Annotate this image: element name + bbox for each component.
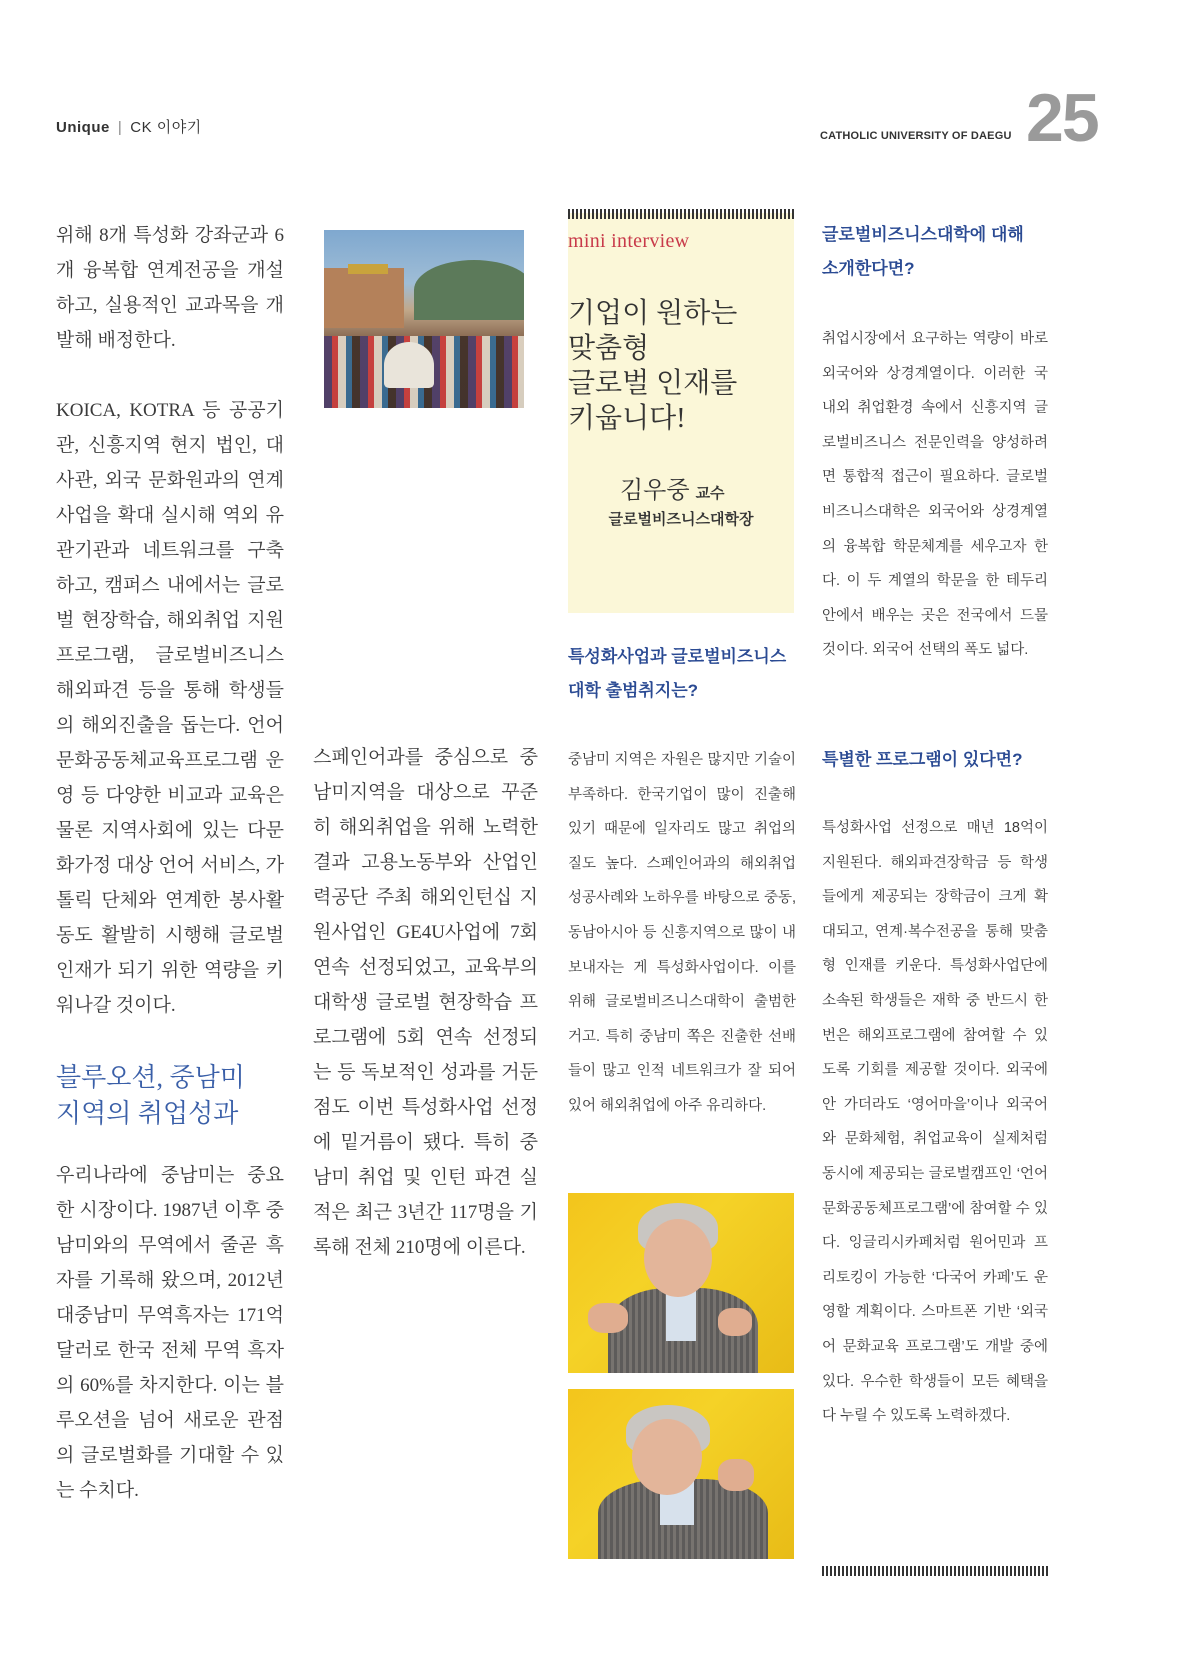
title-line: 키웁니다! (568, 403, 686, 434)
professor-portrait-photo-1 (568, 1193, 794, 1373)
paragraph-text: KOICA, KOTRA 등 공공기관, 신흥지역 현지 법인, 대사관, 외국 문화원과의 연계사업을 확대 실시해 역외 유관기관과 네트워크를 구축하고, 캠퍼스 내에서는 글로벌 현장학습, 해외취업 지원프로그램, 글로벌비즈니스 해외파견 등을 통해 학생들의 해외진출을 돕는다. 언어문화공동체교육프로그램 운영 등 다양한 비교과 교육은 물론 지역사회에 있는 다문화가정 대상 언어 서비스, 가톨릭 단체와 연계한 봉사활동도 활발히 시행해 글로벌 인재가 되기 위한 역량을 키워나갈 것이다. (56, 400, 284, 1016)
title-line: 기업이 원하는 (568, 298, 738, 329)
answer-3 (822, 811, 1048, 1434)
answer-text: 중남미 지역은 자원은 많지만 기술이 부족하다. 한국기업이 많이 진출해 있기 때문에 일자리도 많고 취업의 질도 높다. 스페인어과의 해외취업 성공사례와 노하우를 바탕으로 중동, 동남아시아 등 신흥지역으로 많이 내보내자는 게 특성화사업이다. 이를 위해 글로벌비즈니스대학이 출범한 거고. 특히 중남미 쪽은 진출한 선배들이 많고 인적 네트워크가 잘 되어 있어 해외취업에 아주 유리하다. (568, 752, 796, 1114)
heading-line: 지역의 취업성과 (56, 1099, 239, 1128)
question-1 (568, 640, 808, 708)
photo-face (632, 1419, 702, 1495)
section-header (56, 116, 202, 137)
interview-title (568, 296, 788, 436)
photo-mountain (414, 260, 524, 320)
column1-paragraph-1 (56, 218, 284, 358)
heading-line: 블루오션, 중남미 (56, 1063, 245, 1092)
section-heading (56, 1060, 296, 1132)
photo-face (644, 1219, 712, 1297)
interviewee-name: 김우중 (620, 478, 690, 504)
photo-hand (718, 1459, 754, 1491)
interviewee-role: 교수 (695, 485, 725, 502)
photo-sign (348, 264, 388, 274)
question-2 (822, 218, 1062, 286)
photo-hand (588, 1303, 628, 1333)
festival-street-photo (324, 230, 524, 408)
paragraph-text: 우리나라에 중남미는 중요한 시장이다. 1987년 이후 중남미와의 무역에서 줄곧 흑자를 기록해 왔으며, 2012년 대중남미 무역흑자는 171억 달러로 한국 전체 무역 흑자의 60%를 차지한다. 이는 블루오션을 넘어 새로운 관점의 글로벌화를 기대할 수 있는 수치다. (56, 1165, 284, 1501)
answer-text: 특성화사업 선정으로 매년 18억이 지원된다. 해외파견장학금 등 학생들에게 제공되는 장학금이 크게 확대되고, 연계·복수전공을 통해 맞춤형 인재를 키운다. 특성화사업단에 소속된 학생들은 재학 중 반드시 한번은 해외프로그램에 참여할 수 있도록 기회를 제공할 것이다. 외국에 안 가더라도 ‘영어마을’이나 외국어와 문화체험, 취업교육이 실제처럼 동시에 제공되는 글로벌캠프인 ‘언어문화공동체프로그램’에 참여할 수 있다. 잉글리시카페처럼 원어민과 프리토킹이 가능한 ‘다국어 카페’도 운영할 계획이다. 스마트폰 기반 ‘외국어 문화교육 프로그램’도 개발 중에 있다. 우수한 학생들이 모든 혜택을 다 누릴 수 있도록 노력하겠다. (822, 820, 1048, 1425)
section-label: Unique (56, 119, 110, 136)
question-line: 대학 출범취지는? (568, 681, 699, 700)
question-line: 글로벌비즈니스대학에 대해 (822, 225, 1024, 244)
university-name: CATHOLIC UNIVERSITY OF DAEGU (820, 130, 1012, 142)
paragraph-text: 스페인어과를 중심으로 중남미지역을 대상으로 꾸준히 해외취업을 위해 노력한 결과 고용노동부와 산업인력공단 주최 해외인턴십 지원사업인 GE4U사업에 7회 연속 선정되었고, 교육부의 대학생 글로벌 현장학습 프로그램에 5회 연속 선정되는 등 독보적인 성과를 거둔 점도 이번 특성화사업 선정에 밑거름이 됐다. 특히 중남미 취업 및 인턴 파견 실적은 최근 3년간 117명을 기록해 전체 210명에 이른다. (313, 747, 538, 1258)
paragraph-text: 위해 8개 특성화 강좌군과 6개 융복합 연계전공을 개설하고, 실용적인 교과목을 개발해 배정한다. (56, 225, 284, 351)
question-3: 특별한 프로그램이 있다면? (822, 750, 1023, 769)
answer-text: 취업시장에서 요구하는 역량이 바로 외국어와 상경계열이다. 이러한 국내외 취업환경 속에서 신흥지역 글로벌비즈니스 전문인력을 양성하려면 통합적 접근이 필요하다. 글로벌비즈니스대학은 외국어와 상경계열의 융복합 학문체계를 세우고자 한다. 이 두 계열의 학문을 한 테두리 안에서 배우는 곳은 전국에서 드물 것이다. 외국어 선택의 폭도 넓다. (822, 331, 1048, 659)
decorative-barcode (568, 209, 794, 219)
photo-hand (718, 1308, 752, 1336)
column1-paragraph-2 (56, 393, 284, 1023)
question-line: 소개한다면? (822, 259, 915, 278)
photo-building (324, 268, 404, 328)
interview-label: mini interview (568, 230, 690, 252)
decorative-barcode (822, 1566, 1048, 1576)
title-line: 맞춤형 (568, 333, 650, 364)
interviewee-department: 글로벌비즈니스대학장 (608, 511, 754, 528)
section-sublabel: CK 이야기 (130, 119, 202, 136)
title-line: 글로벌 인재를 (568, 368, 738, 399)
answer-1 (568, 743, 796, 1124)
photo-shirt (666, 1291, 696, 1341)
column2-paragraph-1 (313, 740, 538, 1265)
professor-portrait-photo-2 (568, 1389, 794, 1559)
question-line: 특성화사업과 글로벌비즈니스 (568, 647, 787, 666)
photo-dancer (384, 342, 434, 388)
interviewee (620, 470, 725, 505)
answer-2 (822, 322, 1048, 668)
column1-paragraph-3 (56, 1158, 284, 1508)
page-number: 25 (1026, 80, 1098, 156)
section-separator: | (117, 119, 123, 136)
